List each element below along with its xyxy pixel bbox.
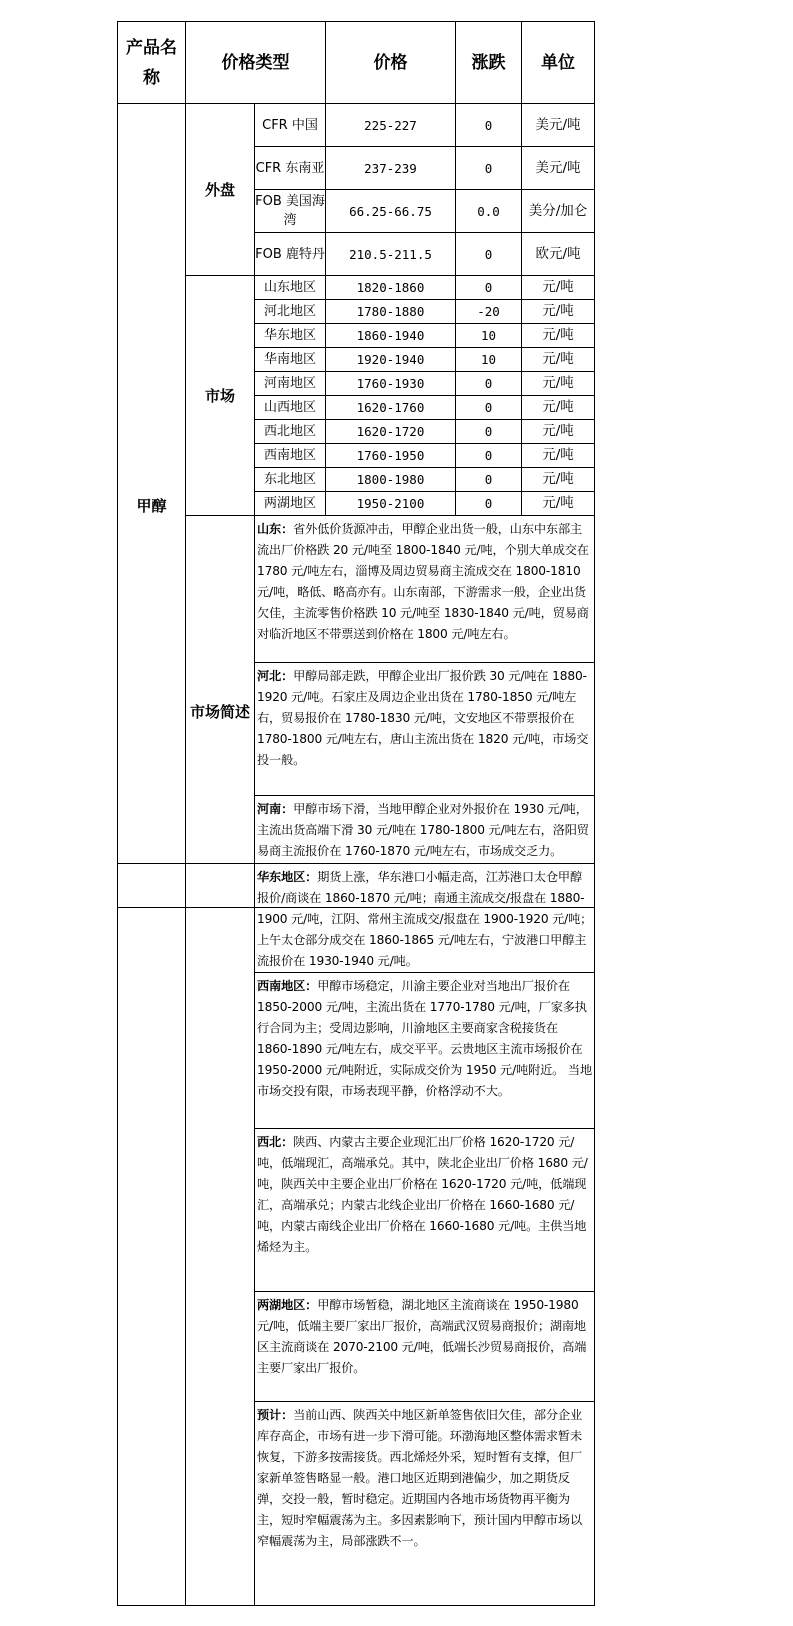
brief-text: 陕西、内蒙古主要企业现汇出厂价格 1620-1720 元/吨，低端现汇，高端承兑。其中，陕北企业出厂价格 1680 元/吨，陕西关中主要企业出厂价格在 1620-1720 元/吨，低端现汇，高端承兑；内蒙古北线企业出厂价格在 1660-1680 元/吨，内蒙古南线企业出厂价格在 1660-1680 元/吨。主供当地烯烃为主。 xyxy=(257,1135,588,1254)
change-cell: 0 xyxy=(456,492,522,516)
brief-label: 西北： xyxy=(257,1135,294,1149)
methanol-brief-continuation-table xyxy=(117,863,595,1606)
group-market-label: 市场 xyxy=(186,276,255,516)
change-cell: 0 xyxy=(456,468,522,492)
price-type-cell: 河南地区 xyxy=(255,372,326,396)
unit-cell: 元/吨 xyxy=(522,276,595,300)
market-brief-northwest xyxy=(255,1129,595,1292)
table-row xyxy=(118,104,595,147)
price-cell: 1760-1930 xyxy=(326,372,456,396)
price-type-cell: 西南地区 xyxy=(255,444,326,468)
brief-label: 山东： xyxy=(257,522,294,536)
unit-cell: 元/吨 xyxy=(522,372,595,396)
header-price-type: 价格类型 xyxy=(186,22,326,104)
change-cell: -20 xyxy=(456,300,522,324)
market-brief-hebei xyxy=(255,663,595,796)
brief-label: 预计： xyxy=(257,1408,294,1422)
change-cell: 0 xyxy=(456,276,522,300)
brief-label: 河南： xyxy=(257,802,294,816)
brief-label: 河北： xyxy=(257,669,294,683)
price-cell: 1860-1940 xyxy=(326,324,456,348)
brief-label: 两湖地区： xyxy=(257,1298,318,1312)
market-brief-forecast xyxy=(255,1402,595,1606)
methanol-price-table xyxy=(117,21,595,908)
unit-cell: 美元/吨 xyxy=(522,147,595,190)
price-cell: 1820-1860 xyxy=(326,276,456,300)
unit-cell: 元/吨 xyxy=(522,324,595,348)
brief-text: 甲醇市场下滑，当地甲醇企业对外报价在 1930 元/吨，主流出货高端下滑 30 元/吨在 1780-1800 元/吨左右，洛阳贸易商主流报价在 1760-1870 元/吨左右，市场成交乏力。 xyxy=(257,802,589,858)
change-cell: 0 xyxy=(456,420,522,444)
header-price: 价格 xyxy=(326,22,456,104)
price-cell: 1920-1940 xyxy=(326,348,456,372)
brief-text: 甲醇市场暂稳，湖北地区主流商谈在 1950-1980 元/吨，低端主要厂家出厂报价，高端武汉贸易商报价；湖南地区主流商谈在 2070-2100 元/吨，低端长沙贸易商报价，高端主要厂家出厂报价。 xyxy=(257,1298,587,1375)
price-cell: 237-239 xyxy=(326,147,456,190)
unit-cell: 元/吨 xyxy=(522,492,595,516)
group-brief-label: 市场简述 xyxy=(186,516,255,908)
header-row xyxy=(118,22,595,104)
price-cell: 1760-1950 xyxy=(326,444,456,468)
price-type-cell: 东北地区 xyxy=(255,468,326,492)
unit-cell: 美元/吨 xyxy=(522,104,595,147)
empty-product-cell xyxy=(118,864,186,1606)
header-unit: 单位 xyxy=(522,22,595,104)
market-brief-hubei-hunan xyxy=(255,1292,595,1402)
empty-group-cell xyxy=(186,864,255,1606)
header-change: 涨跌 xyxy=(456,22,522,104)
product-name-cell: 甲醇 xyxy=(118,104,186,908)
unit-cell: 美分/加仑 xyxy=(522,190,595,233)
table-row xyxy=(118,276,595,300)
brief-row xyxy=(118,516,595,663)
unit-cell: 元/吨 xyxy=(522,396,595,420)
unit-cell: 元/吨 xyxy=(522,420,595,444)
price-type-cell: CFR 东南亚 xyxy=(255,147,326,190)
price-cell: 1620-1760 xyxy=(326,396,456,420)
unit-cell: 元/吨 xyxy=(522,468,595,492)
price-type-cell: 西北地区 xyxy=(255,420,326,444)
market-brief-shandong xyxy=(255,516,595,663)
price-type-cell: FOB 美国海湾 xyxy=(255,190,326,233)
change-cell: 0.0 xyxy=(456,190,522,233)
change-cell: 10 xyxy=(456,324,522,348)
price-cell: 1620-1720 xyxy=(326,420,456,444)
unit-cell: 欧元/吨 xyxy=(522,233,595,276)
change-cell: 0 xyxy=(456,444,522,468)
price-type-cell: 华南地区 xyxy=(255,348,326,372)
brief-text: 甲醇局部走跌，甲醇企业出厂报价跌 30 元/吨在 1880-1920 元/吨。石家庄及周边企业出货在 1780-1850 元/吨左右，贸易报价在 1780-1830 元/吨，文安地区不带票报价在 1780-1800 元/吨左右，唐山主流出货在 1820 元/吨，市场交投一般。 xyxy=(257,669,589,767)
price-type-cell: FOB 鹿特丹 xyxy=(255,233,326,276)
brief-label: 华东地区： xyxy=(257,870,318,884)
change-cell: 0 xyxy=(456,396,522,420)
price-type-cell: CFR 中国 xyxy=(255,104,326,147)
price-type-cell: 两湖地区 xyxy=(255,492,326,516)
price-cell: 1950-2100 xyxy=(326,492,456,516)
change-cell: 0 xyxy=(456,372,522,396)
price-cell: 210.5-211.5 xyxy=(326,233,456,276)
unit-cell: 元/吨 xyxy=(522,300,595,324)
unit-cell: 元/吨 xyxy=(522,348,595,372)
change-cell: 0 xyxy=(456,233,522,276)
change-cell: 0 xyxy=(456,147,522,190)
change-cell: 0 xyxy=(456,104,522,147)
brief-text: 省外低价货源冲击，甲醇企业出货一般，山东中东部主流出厂价格跌 20 元/吨至 1800-1840 元/吨，个别大单成交在 1780 元/吨左右，淄博及周边贸易商主流成交在 1800-1810 元/吨，略低、略高亦有。山东南部，下游需求一般，企业出货欠佳，主流零售价格跌 10 元/吨至 1830-1840 元/吨，贸易商对临沂地区不带票送到价格在 1800 元/吨左右。 xyxy=(257,522,589,641)
brief-row xyxy=(118,864,595,973)
price-type-cell: 山西地区 xyxy=(255,396,326,420)
group-outer-label: 外盘 xyxy=(186,104,255,276)
change-cell: 10 xyxy=(456,348,522,372)
price-cell: 1800-1980 xyxy=(326,468,456,492)
price-type-cell: 华东地区 xyxy=(255,324,326,348)
price-cell: 1780-1880 xyxy=(326,300,456,324)
price-type-cell: 山东地区 xyxy=(255,276,326,300)
market-brief-east-china xyxy=(255,864,595,973)
brief-text: 当前山西、陕西关中地区新单签售依旧欠佳，部分企业库存高企，市场有进一步下滑可能。环渤海地区整体需求暂未恢复，下游多按需接货。西北烯烃外采，短时暂有支撑，但厂家新单签售略显一般。港口地区近期到港偏少，加之期货反弹，交投一般，暂时稳定。近期国内各地市场货物再平衡为主，短时窄幅震荡为主。多因素影响下，预计国内甲醇市场以窄幅震荡为主，局部涨跌不一。 xyxy=(257,1408,583,1548)
market-brief-southwest xyxy=(255,973,595,1129)
price-type-cell: 河北地区 xyxy=(255,300,326,324)
header-product-name: 产品名称 xyxy=(118,22,186,104)
brief-text: 期货上涨，华东港口小幅走高，江苏港口太仓甲醇报价/商谈在 1860-1870 元/吨；南通主流成交/报盘在 1880-1900 元/吨，江阴、常州主流成交/报盘在 1900-1920 元/吨；上午太仓部分成交在 1860-1865 元/吨左右，宁波港口甲醇主流报价在 1930-1940 元/吨。 xyxy=(257,870,593,968)
brief-text: 甲醇市场稳定，川渝主要企业对当地出厂报价在 1850-2000 元/吨，主流出货在 1770-1780 元/吨，厂家多执行合同为主；受周边影响，川渝地区主要商家含税接货在 1860-1890 元/吨左右，成交平平。云贵地区主流市场报价在 1950-2000 元/吨附近，实际成交价为 1950 元/吨附近。 当地市场交投有限，市场表现平静，价格浮动不大。 xyxy=(257,979,592,1098)
price-cell: 66.25-66.75 xyxy=(326,190,456,233)
unit-cell: 元/吨 xyxy=(522,444,595,468)
price-cell: 225-227 xyxy=(326,104,456,147)
brief-label: 西南地区： xyxy=(257,979,318,993)
